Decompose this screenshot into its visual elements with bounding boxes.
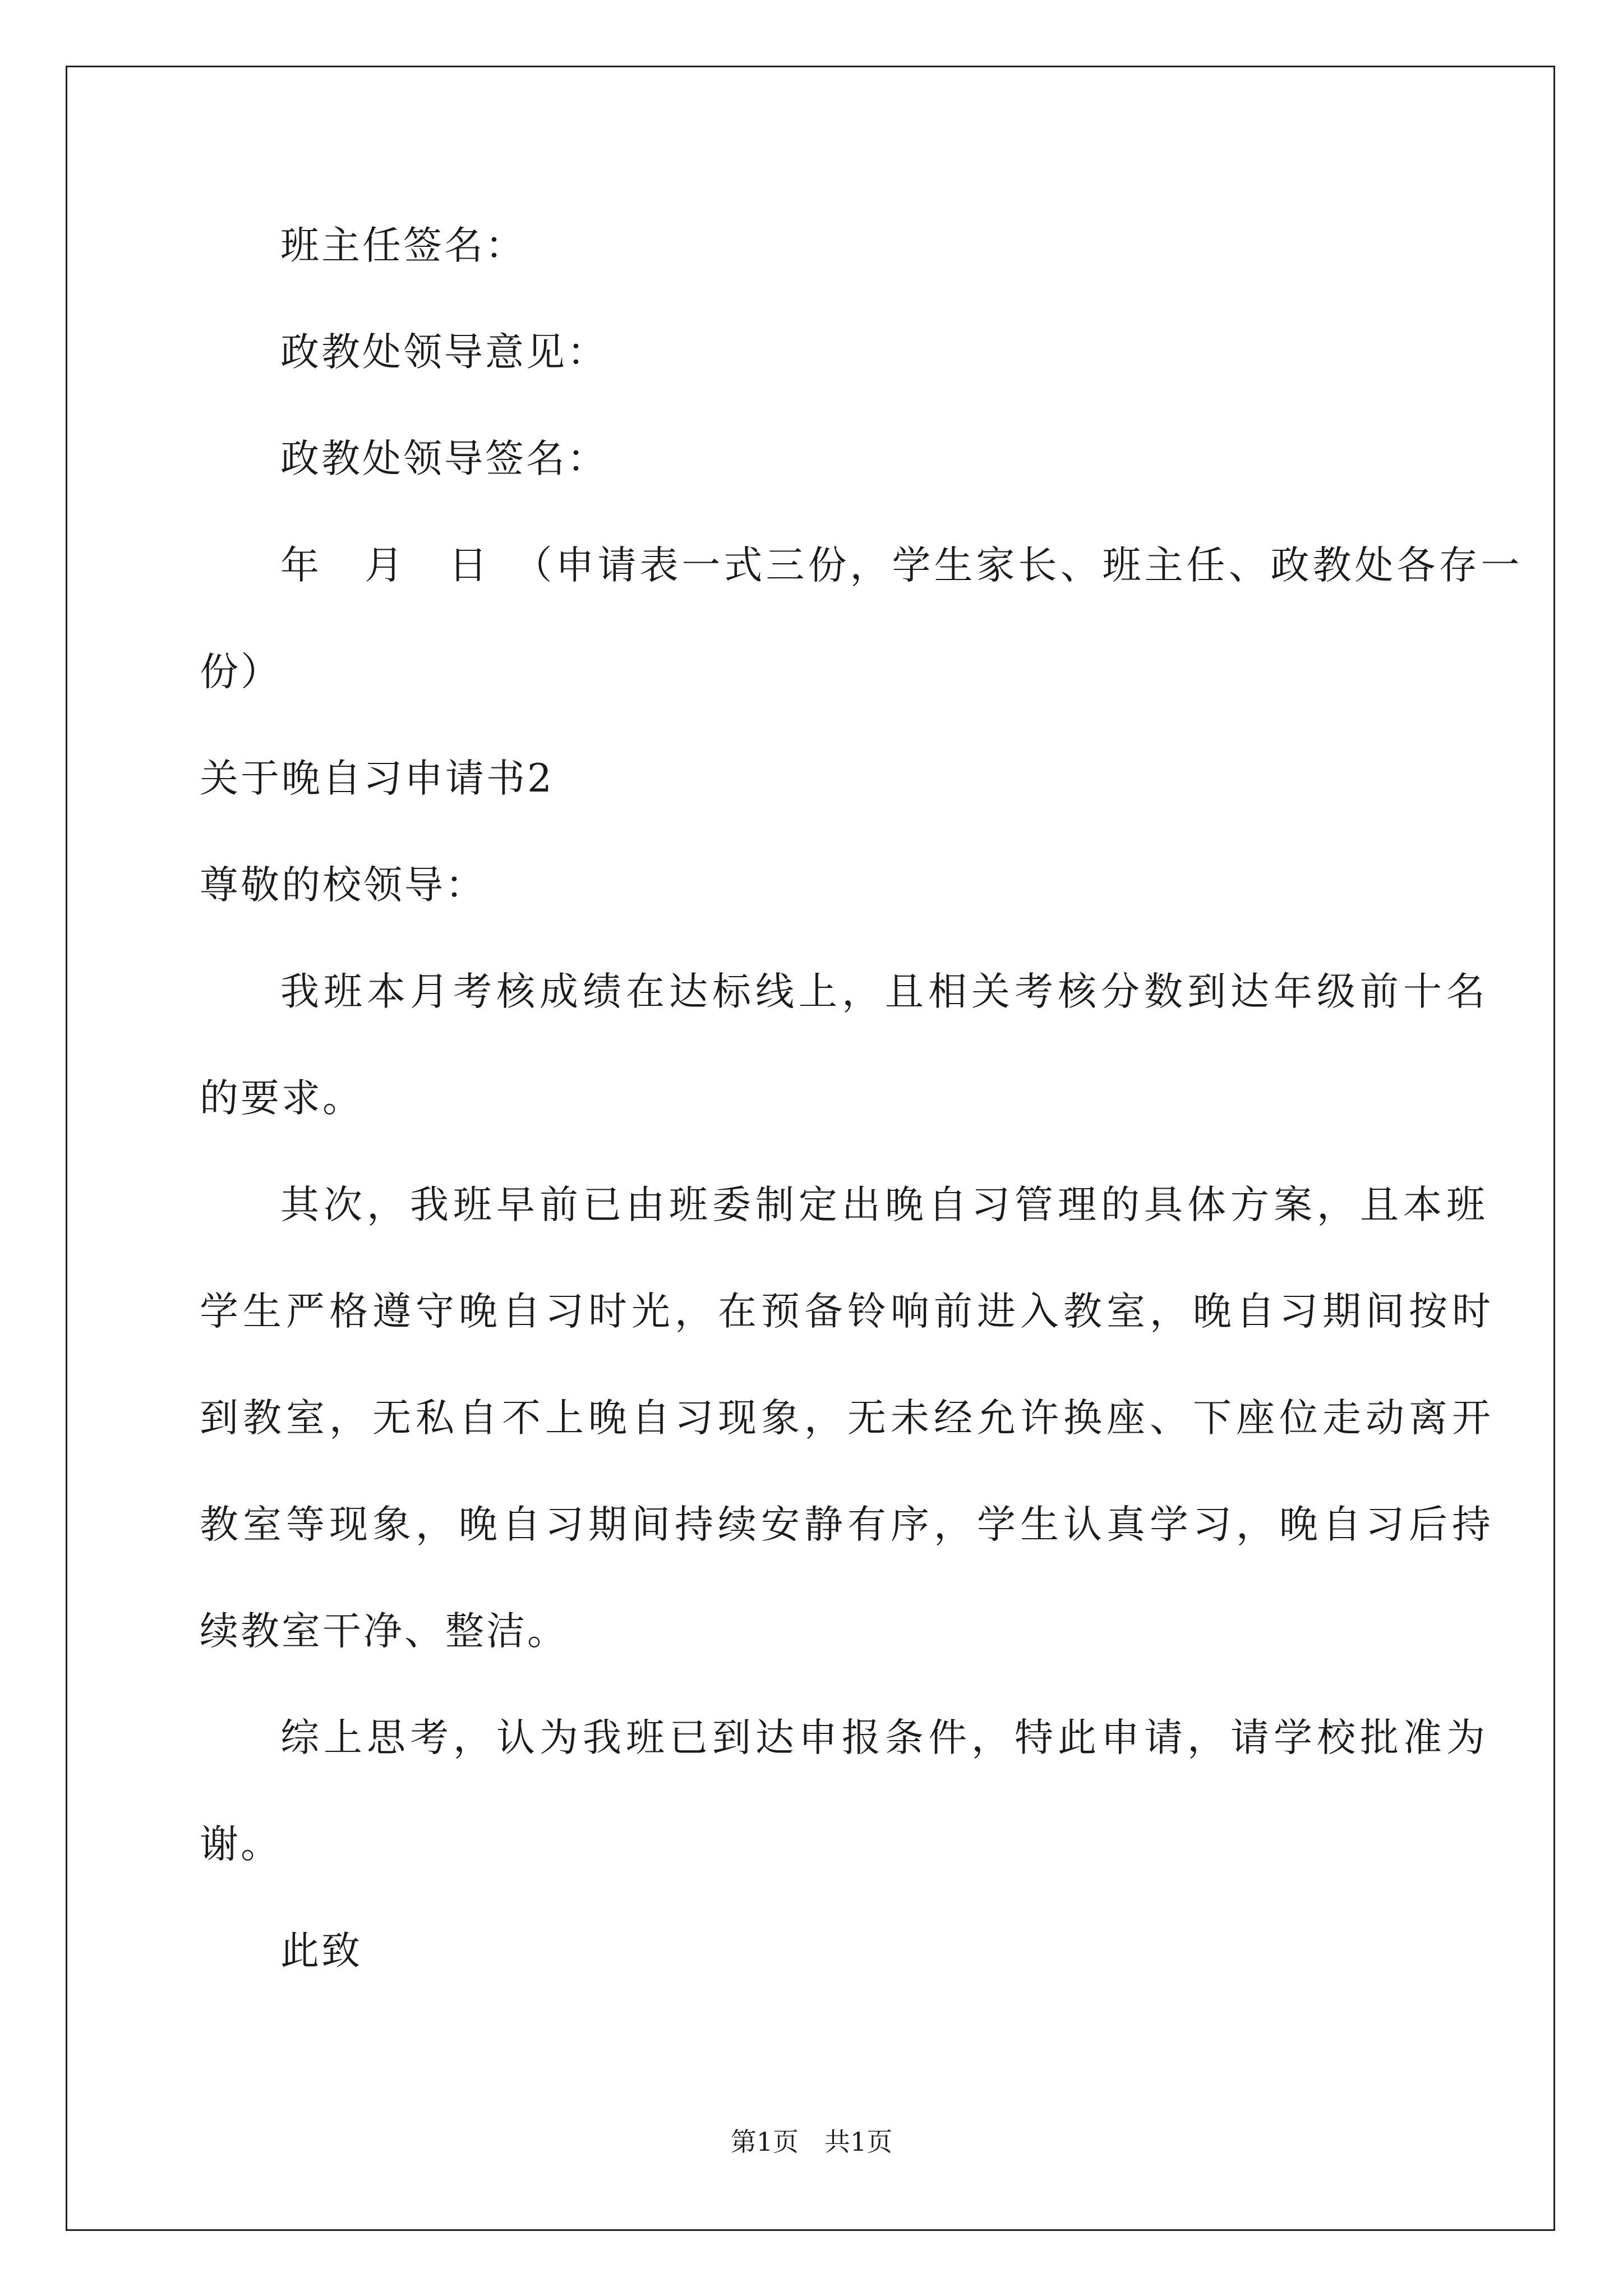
salutation: 尊敬的校领导： [200, 863, 486, 908]
text-line: 教室等现象，晚自习期间持续安静有序，学生认真学习，晚自习后持 [200, 1502, 1495, 1547]
text-line: 政教处领导意见： [280, 330, 608, 375]
page-footer: 第1页 共1页 [730, 2127, 893, 2157]
text-line: 学生严格遵守晚自习时光，在预备铃响前进入教室，晚自习期间按时 [200, 1289, 1495, 1334]
text-line: 的要求。 [200, 1076, 363, 1121]
text-line: 其次，我班早前已由班委制定出晚自习管理的具体方案，且本班 [280, 1182, 1490, 1227]
text-line: 谢。 [200, 1822, 282, 1867]
text-line: 到教室，无私自不上晚自习现象，无未经允许换座、下座位走动离开 [200, 1396, 1495, 1441]
text-line: 我班本月考核成绩在达标线上，且相关考核分数到达年级前十名 [280, 969, 1490, 1014]
text-line: 份） [200, 650, 282, 694]
text-line: 综上思考，认为我班已到达申报条件，特此申请，请学校批准为 [280, 1715, 1490, 1760]
text-line: 年 月 日 （申请表一式三份，学生家长、班主任、政教处各存一 [280, 543, 1523, 588]
page-border [66, 66, 1555, 2231]
closing-line: 此致 [280, 1929, 362, 1973]
text-line: 政教处领导签名： [280, 436, 608, 481]
section-heading: 关于晚自习申请书2 [200, 756, 554, 801]
text-line: 班主任签名： [280, 223, 526, 268]
text-line: 续教室干净、整洁。 [200, 1609, 568, 1654]
